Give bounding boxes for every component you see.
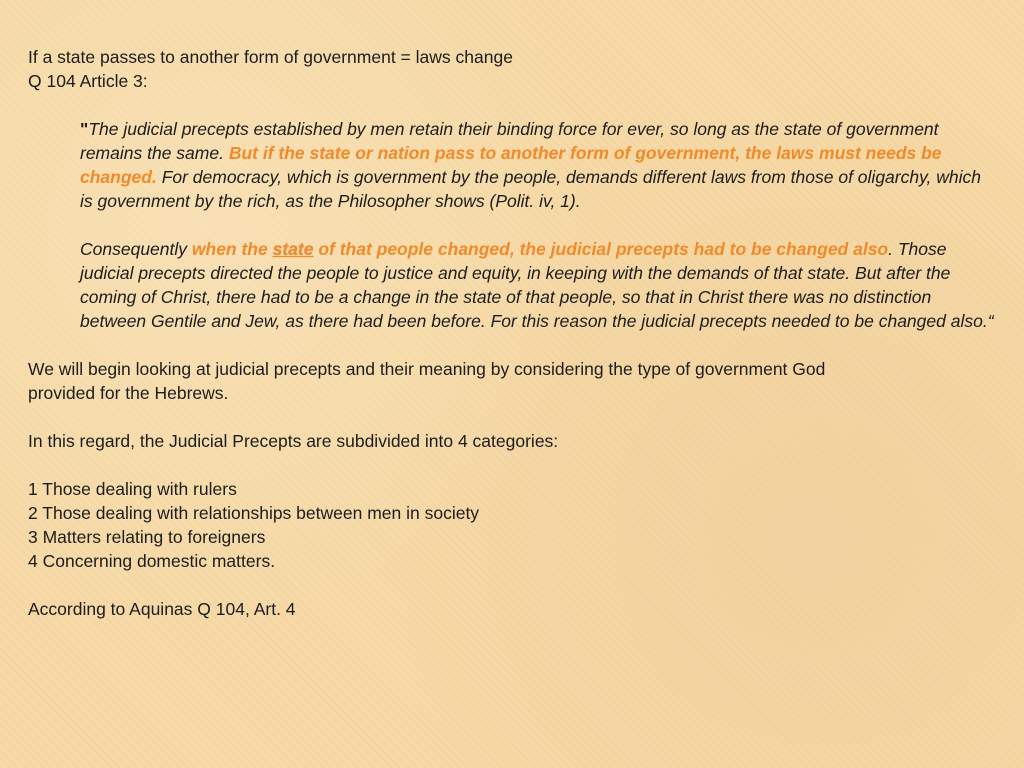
spacer <box>28 453 998 477</box>
body-para2: In this regard, the Judicial Precepts are subdivided into 4 categories: <box>28 431 559 451</box>
slide-content <box>28 45 998 621</box>
list-item: 4 Concerning domestic matters. <box>28 551 276 571</box>
spacer <box>28 573 998 597</box>
quote-open-mark: " <box>80 119 89 139</box>
spacer <box>80 213 998 237</box>
source-citation: According to Aquinas Q 104, Art. 4 <box>28 599 296 619</box>
spacer <box>28 93 998 117</box>
spacer <box>28 405 998 429</box>
quote-p2-highlight-state: state <box>272 239 314 259</box>
list-item: 3 Matters relating to foreigners <box>28 527 266 547</box>
body-para1-line2: provided for the Hebrews. <box>28 383 229 403</box>
list-item: 2 Those dealing with relationships between men in society <box>28 503 480 523</box>
quote-p2-highlight-1: when the <box>191 239 273 259</box>
list-item: 1 Those dealing with rulers <box>28 479 237 499</box>
quote-p2-highlight-2: of that people changed, the judicial precepts had to be changed also <box>313 239 889 259</box>
body-para1-line1: We will begin looking at judicial precepts and their meaning by considering the type of government God <box>28 359 826 379</box>
aquinas-quote <box>80 117 998 333</box>
quote-p1-text-b: For democracy, which is government by the people, demands different laws from those of oligarchy, which is government by the rich, as the Philosopher shows (Polit. iv, 1). <box>80 167 982 211</box>
intro-line-2: Q 104 Article 3: <box>28 71 148 91</box>
quote-p2-text-b: . Those judicial precepts directed the people to justice and equity, in keeping with the demands of that state. But after the coming of Christ, there had to be a change in the state of that people, so that in Christ there was no distinction between Gentile and Jew, as there had been before. For this reason the judicial precepts needed to be changed also.“ <box>80 239 994 331</box>
quote-p1-text-a: The judicial precepts established by men retain their binding force for ever, so long as the state of government remains the same. <box>80 119 939 163</box>
quote-paragraph-1 <box>80 117 998 213</box>
quote-p2-text-a: Consequently <box>80 239 192 259</box>
spacer <box>28 333 998 357</box>
quote-p1-highlight: But if the state or nation pass to another form of government, the laws must needs be changed. <box>80 143 942 187</box>
intro-line-1: If a state passes to another form of government = laws change <box>28 47 513 67</box>
quote-paragraph-2 <box>80 237 998 333</box>
